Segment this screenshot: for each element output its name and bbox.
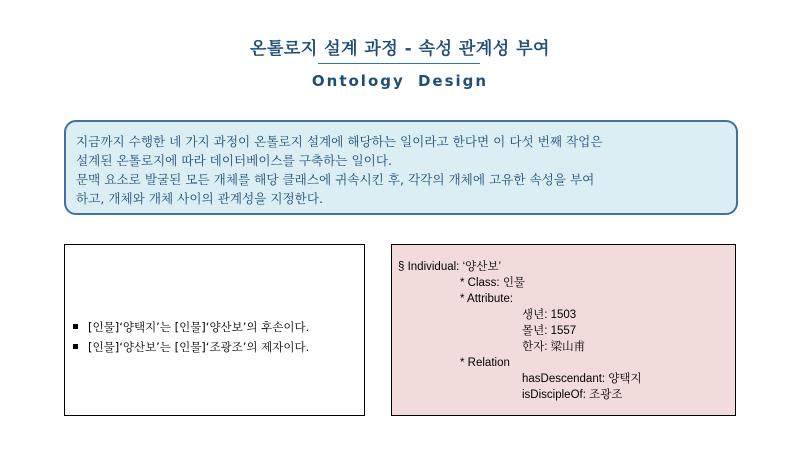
square-bullet-icon	[73, 344, 78, 349]
relation-item: hasDescendant: 양택지	[522, 373, 642, 385]
statement-item	[73, 317, 309, 337]
class-line: * Class: 인물	[460, 277, 526, 289]
summary-line: 지금까지 수행한 네 가지 과정이 온톨로지 설계에 해당하는 일이라고 한다면 이 다섯 번째 작업은	[76, 134, 603, 149]
statement-text: [인물]‘양택지’는 [인물]‘양산보’의 후손이다.	[88, 320, 310, 334]
summary-line: 하고, 개체와 개체 사이의 관계성을 지정한다.	[76, 191, 324, 206]
attribute-item: 한자: 梁山甫	[522, 341, 586, 353]
summary-line: 설계된 온톨로지에 따라 데이터베이스를 구축하는 일이다.	[76, 153, 392, 168]
statements-box	[64, 244, 365, 416]
summary-box	[64, 120, 738, 215]
slide-title: 온톨로지 설계 과정 - 속성 관계성 부여	[250, 39, 550, 59]
attribute-header: * Attribute:	[460, 293, 514, 305]
relation-item: isDiscipleOf: 조광조	[522, 389, 623, 401]
title-divider	[318, 63, 480, 64]
attribute-item: 몰년: 1557	[522, 325, 577, 337]
attribute-item: 생년: 1503	[522, 309, 577, 321]
summary-line: 문맥 요소로 발굴된 모든 개체를 해당 클래스에 귀속시킨 후, 각각의 개체에 고유한 속성을 부여	[76, 172, 595, 187]
relation-header: * Relation	[460, 357, 510, 369]
individual-header: § Individual: ‘양산보’	[398, 261, 502, 273]
statement-list	[73, 317, 309, 357]
individual-box	[391, 244, 736, 416]
statement-item	[73, 337, 309, 357]
slide-subtitle: Ontology Design	[311, 72, 489, 90]
statement-text: [인물]‘양산보’는 [인물]‘조광조’의 제자이다.	[88, 340, 310, 354]
square-bullet-icon	[73, 324, 78, 329]
